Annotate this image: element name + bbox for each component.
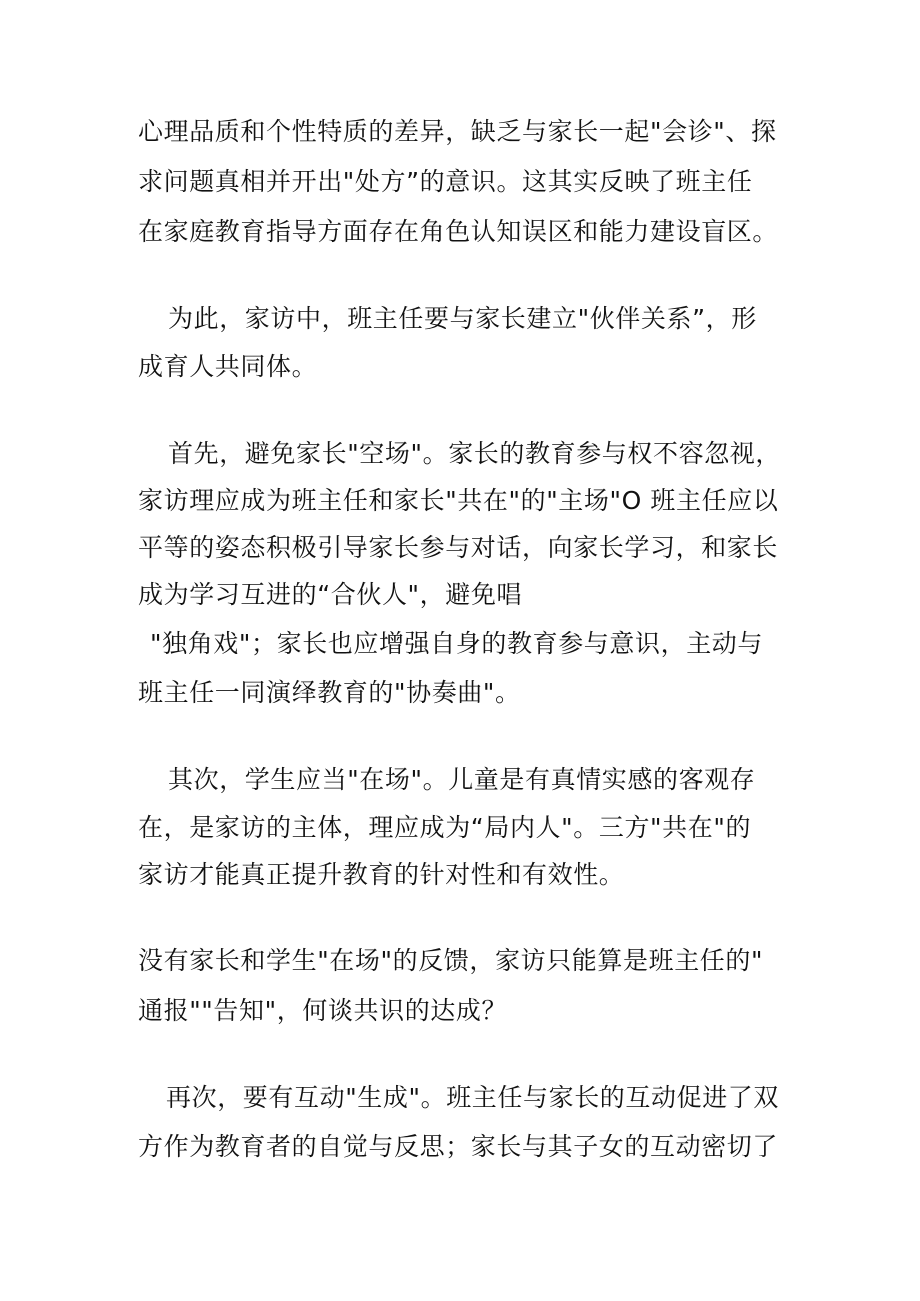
text-line: 求问题真相并开出"处方”的意识。这其实反映了班主任: [138, 167, 753, 196]
text-line: "独角戏"；家长也应增强自身的教育参与意识，主动与: [150, 629, 763, 658]
text-line: 首先，避免家长"空场"。家长的教育参与权不容忽视，: [168, 439, 781, 468]
text-line: 家访理应成为班主任和家长"共在"的"主场"O 班主任应以: [138, 486, 779, 515]
text-line: 为此，家访中，班主任要与家长建立"伙伴关系”，形: [168, 304, 757, 333]
text-line: 心理品质和个性特质的差异，缺乏与家长一起"会诊"、探: [138, 117, 777, 146]
text-line: 没有家长和学生"在场"的反馈，家访只能算是班主任的": [138, 946, 764, 975]
text-line: 班主任一同演绎教育的"协奏曲"。: [138, 678, 521, 707]
text-line: 平等的姿态积极引导家长参与对话，向家长学习，和家长: [138, 533, 779, 562]
text-line: 再次，要有互动"生成"。班主任与家长的互动促进了双: [166, 1083, 779, 1112]
text-line: 成育人共同体。: [138, 352, 318, 381]
text-line: 家访才能真正提升教育的针对性和有效性。: [138, 860, 625, 889]
text-line: 方作为教育者的自觉与反思；家长与其子女的互动密切了: [138, 1132, 779, 1161]
text-line: 在，是家访的主体，理应成为“局内人"。三方"共在"的: [138, 813, 752, 842]
text-line: 通报""告知"，何谈共识的达成？: [138, 996, 508, 1025]
text-line: 其次，学生应当"在场"。儿童是有真情实感的客观存: [168, 765, 756, 794]
text-line: 成为学习互进的“合伙人"，避免唱: [138, 580, 523, 609]
text-line: 在家庭教育指导方面存在角色认知误区和能力建设盲区。: [138, 217, 779, 246]
